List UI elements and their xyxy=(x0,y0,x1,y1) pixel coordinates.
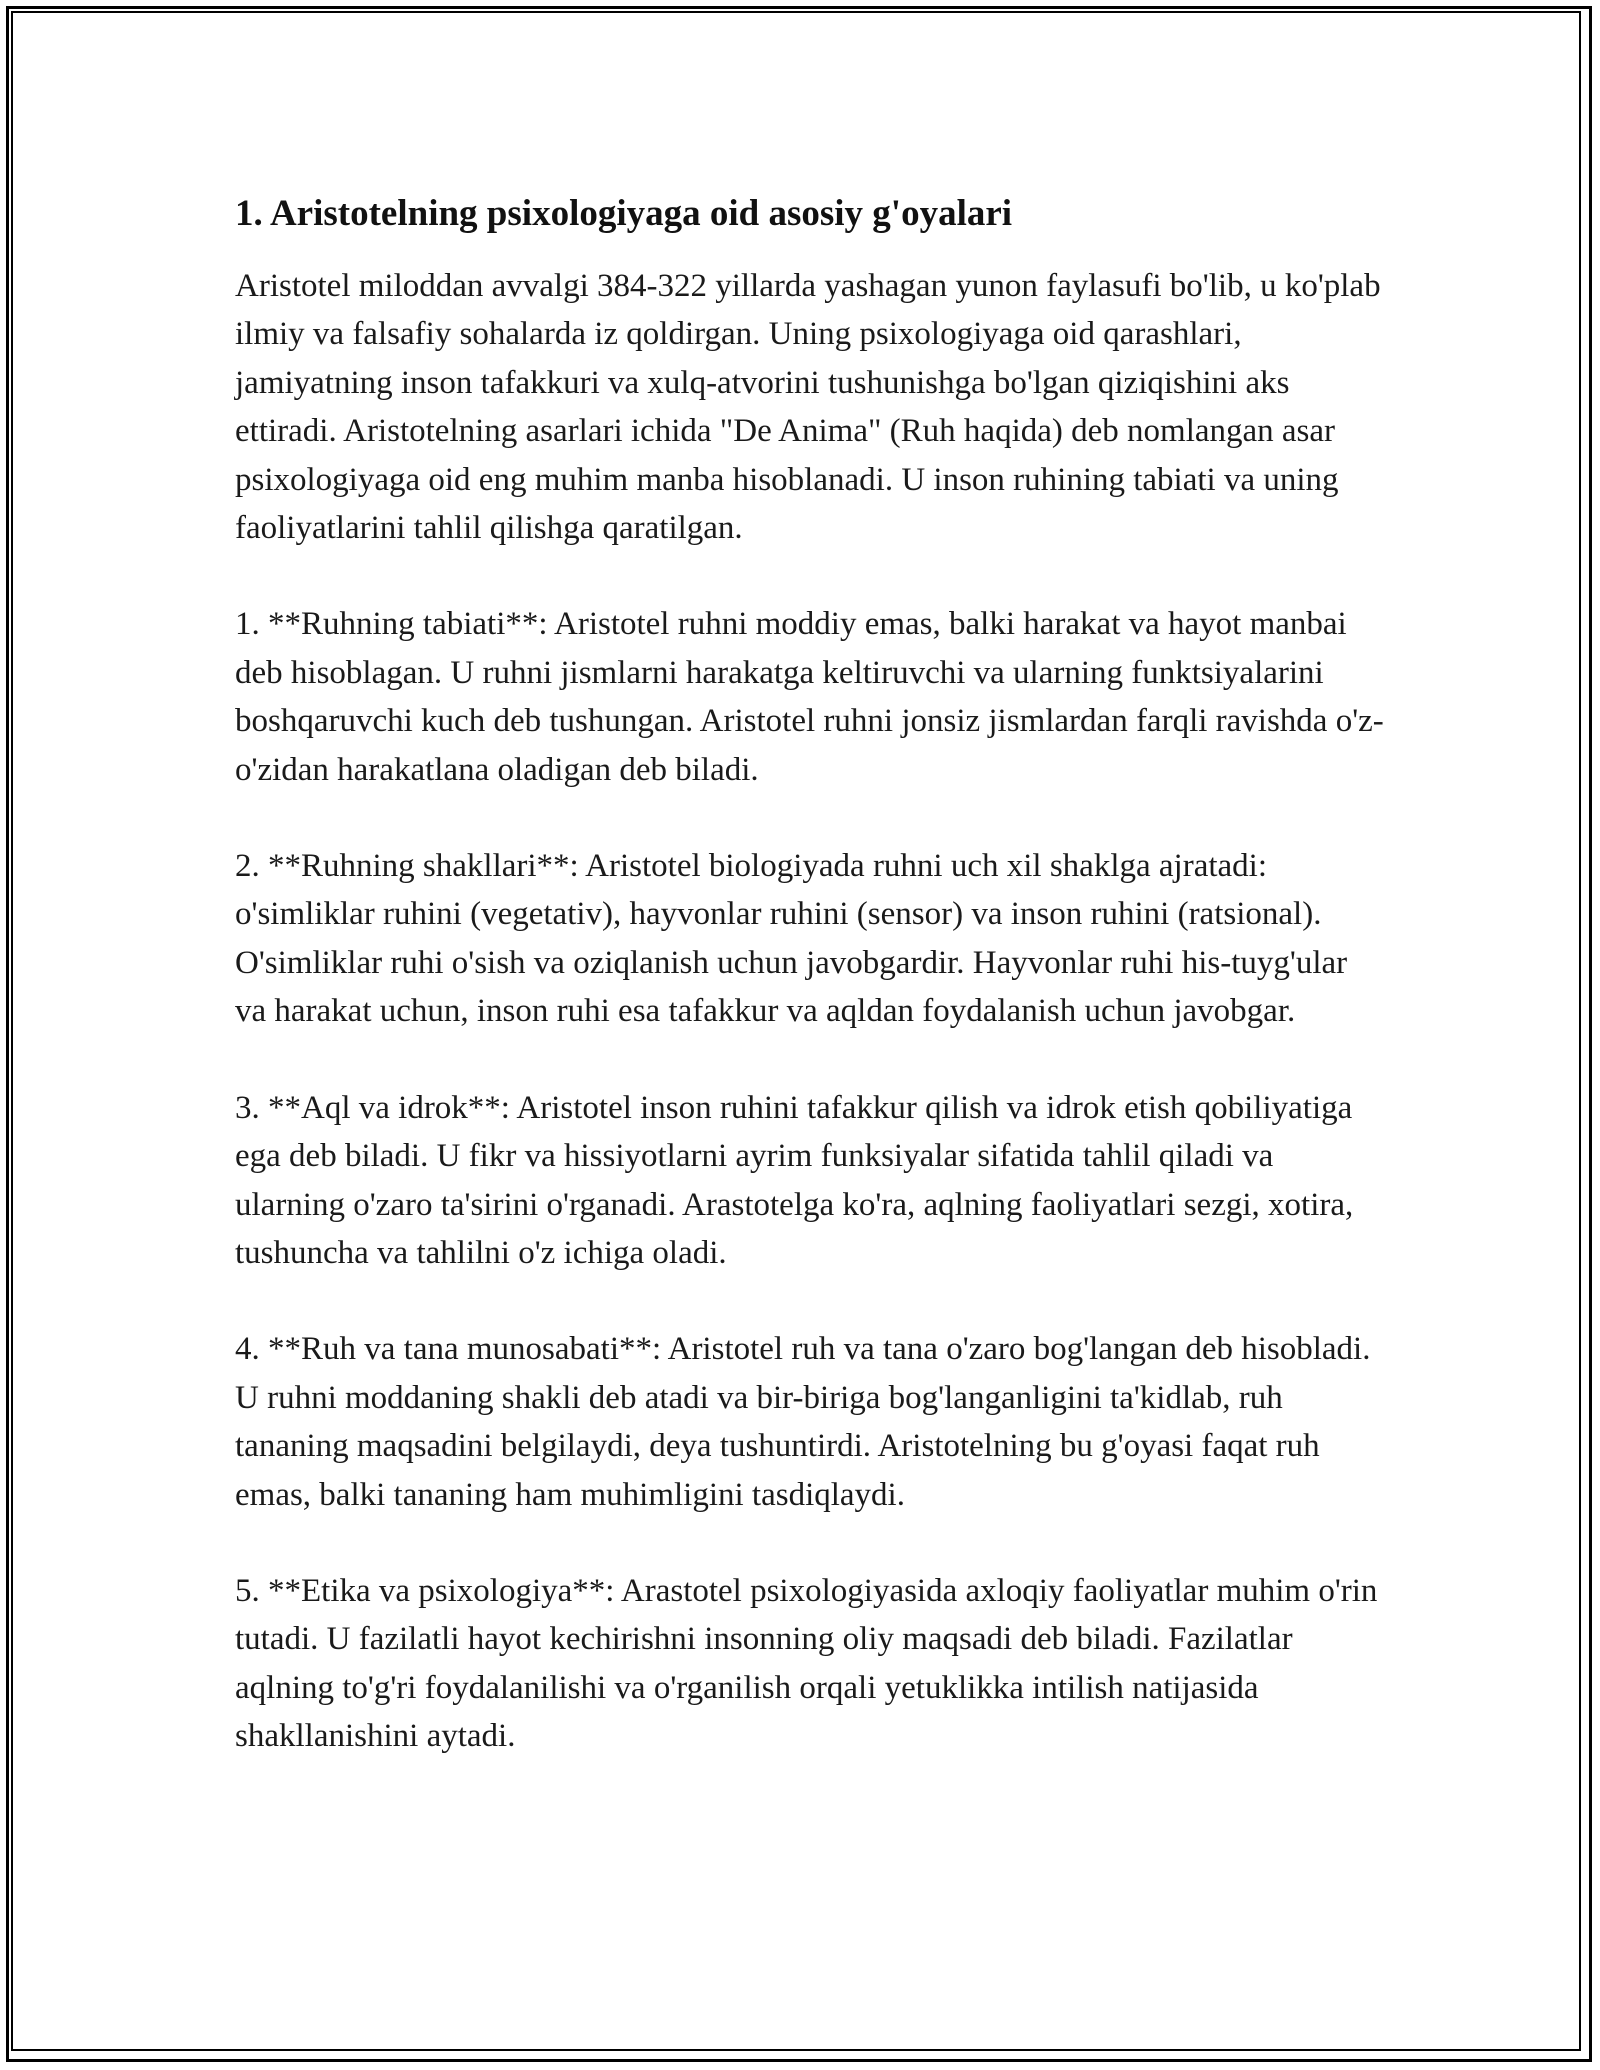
point-aql-va-idrok: 3. **Aql va idrok**: Aristotel inson ruhini tafakkur qilish va idrok etish qobiliyatiga ega deb biladi. U fikr va hissiyotlarni ayrim funksiyalar sifatida tahlil qiladi va ularning o'zaro ta'sirini o'rganadi. Arastotelga ko'ra, aqlning faoliyatlari sezgi, xotira, tushuncha va tahlilni o'z ichiga oladi. xyxy=(235,1089,1354,1271)
document-body xyxy=(235,186,1385,1809)
point-ruhning-shakllari: 2. **Ruhning shakllari**: Aristotel biologiyada ruhni uch xil shaklga ajratadi: o'simliklar ruhini (vegetativ), hayvonlar ruhini (sensor) va inson ruhini (ratsional). O'simliklar ruhi o'sish va oziqlanish uchun javobgardir. Hayvonlar ruhi his-tuyg'ular va harakat uchun, inson ruhi esa tafakkur va aqldan foydalanish uchun javobgar. xyxy=(235,848,1348,1030)
point-etika-va-psixologiya: 5. **Etika va psixologiya**: Arastotel psixologiyasida axloqiy faoliyatlar muhim o'rin tutadi. U fazilatli hayot kechirishni insonning oliy maqsadi deb biladi. Fazilatlar aqlning to'g'ri foydalanilishi va o'rganilish orqali yetuklikka intilish natijasida shakllanishini aytadi. xyxy=(235,1572,1378,1755)
point-ruh-va-tana: 4. **Ruh va tana munosabati**: Aristotel ruh va tana o'zaro bog'langan deb hisobladi. U ruhni moddaning shakli deb atadi va bir-biriga bog'langanligini ta'kidlab, ruh tananing maqsadini belgilaydi, deya tushuntirdi. Aristotelning bu g'oyasi faqat ruh emas, balki tananing ham muhimligini tasdiqlaydi. xyxy=(235,1331,1371,1513)
point-ruhning-tabiati: 1. **Ruhning tabiati**: Aristotel ruhni moddiy emas, balki harakat va hayot manbai deb hisoblagan. U ruhni jismlarni harakatga keltiruvchi va ularning funktsiyalarini boshqaruvchi kuch deb tushungan. Aristotel ruhni jonsiz jismlardan farqli ravishda o'z-o'zidan harakatlana oladigan deb biladi. xyxy=(235,606,1384,788)
intro-paragraph: Aristotel miloddan avvalgi 384-322 yillarda yashagan yunon faylasufi bo'lib, u ko'plab ilmiy va falsafiy sohalarda iz qoldirgan. Uning psixologiyaga oid qarashlari, jamiyatning inson tafakkuri va xulq-atvorini tushunishga bo'lgan qiziqishini aks ettiradi. Aristotelning asarlari ichida "De Anima" (Ruh haqida) deb nomlangan asar psixologiyaga oid eng muhim manba hisoblanadi. U inson ruhining tabiati va uning faoliyatlarini tahlil qilishga qaratilgan. xyxy=(235,268,1381,547)
section-heading: 1. Aristotelning psixologiyaga oid asosiy g'oyalari xyxy=(235,193,1013,234)
